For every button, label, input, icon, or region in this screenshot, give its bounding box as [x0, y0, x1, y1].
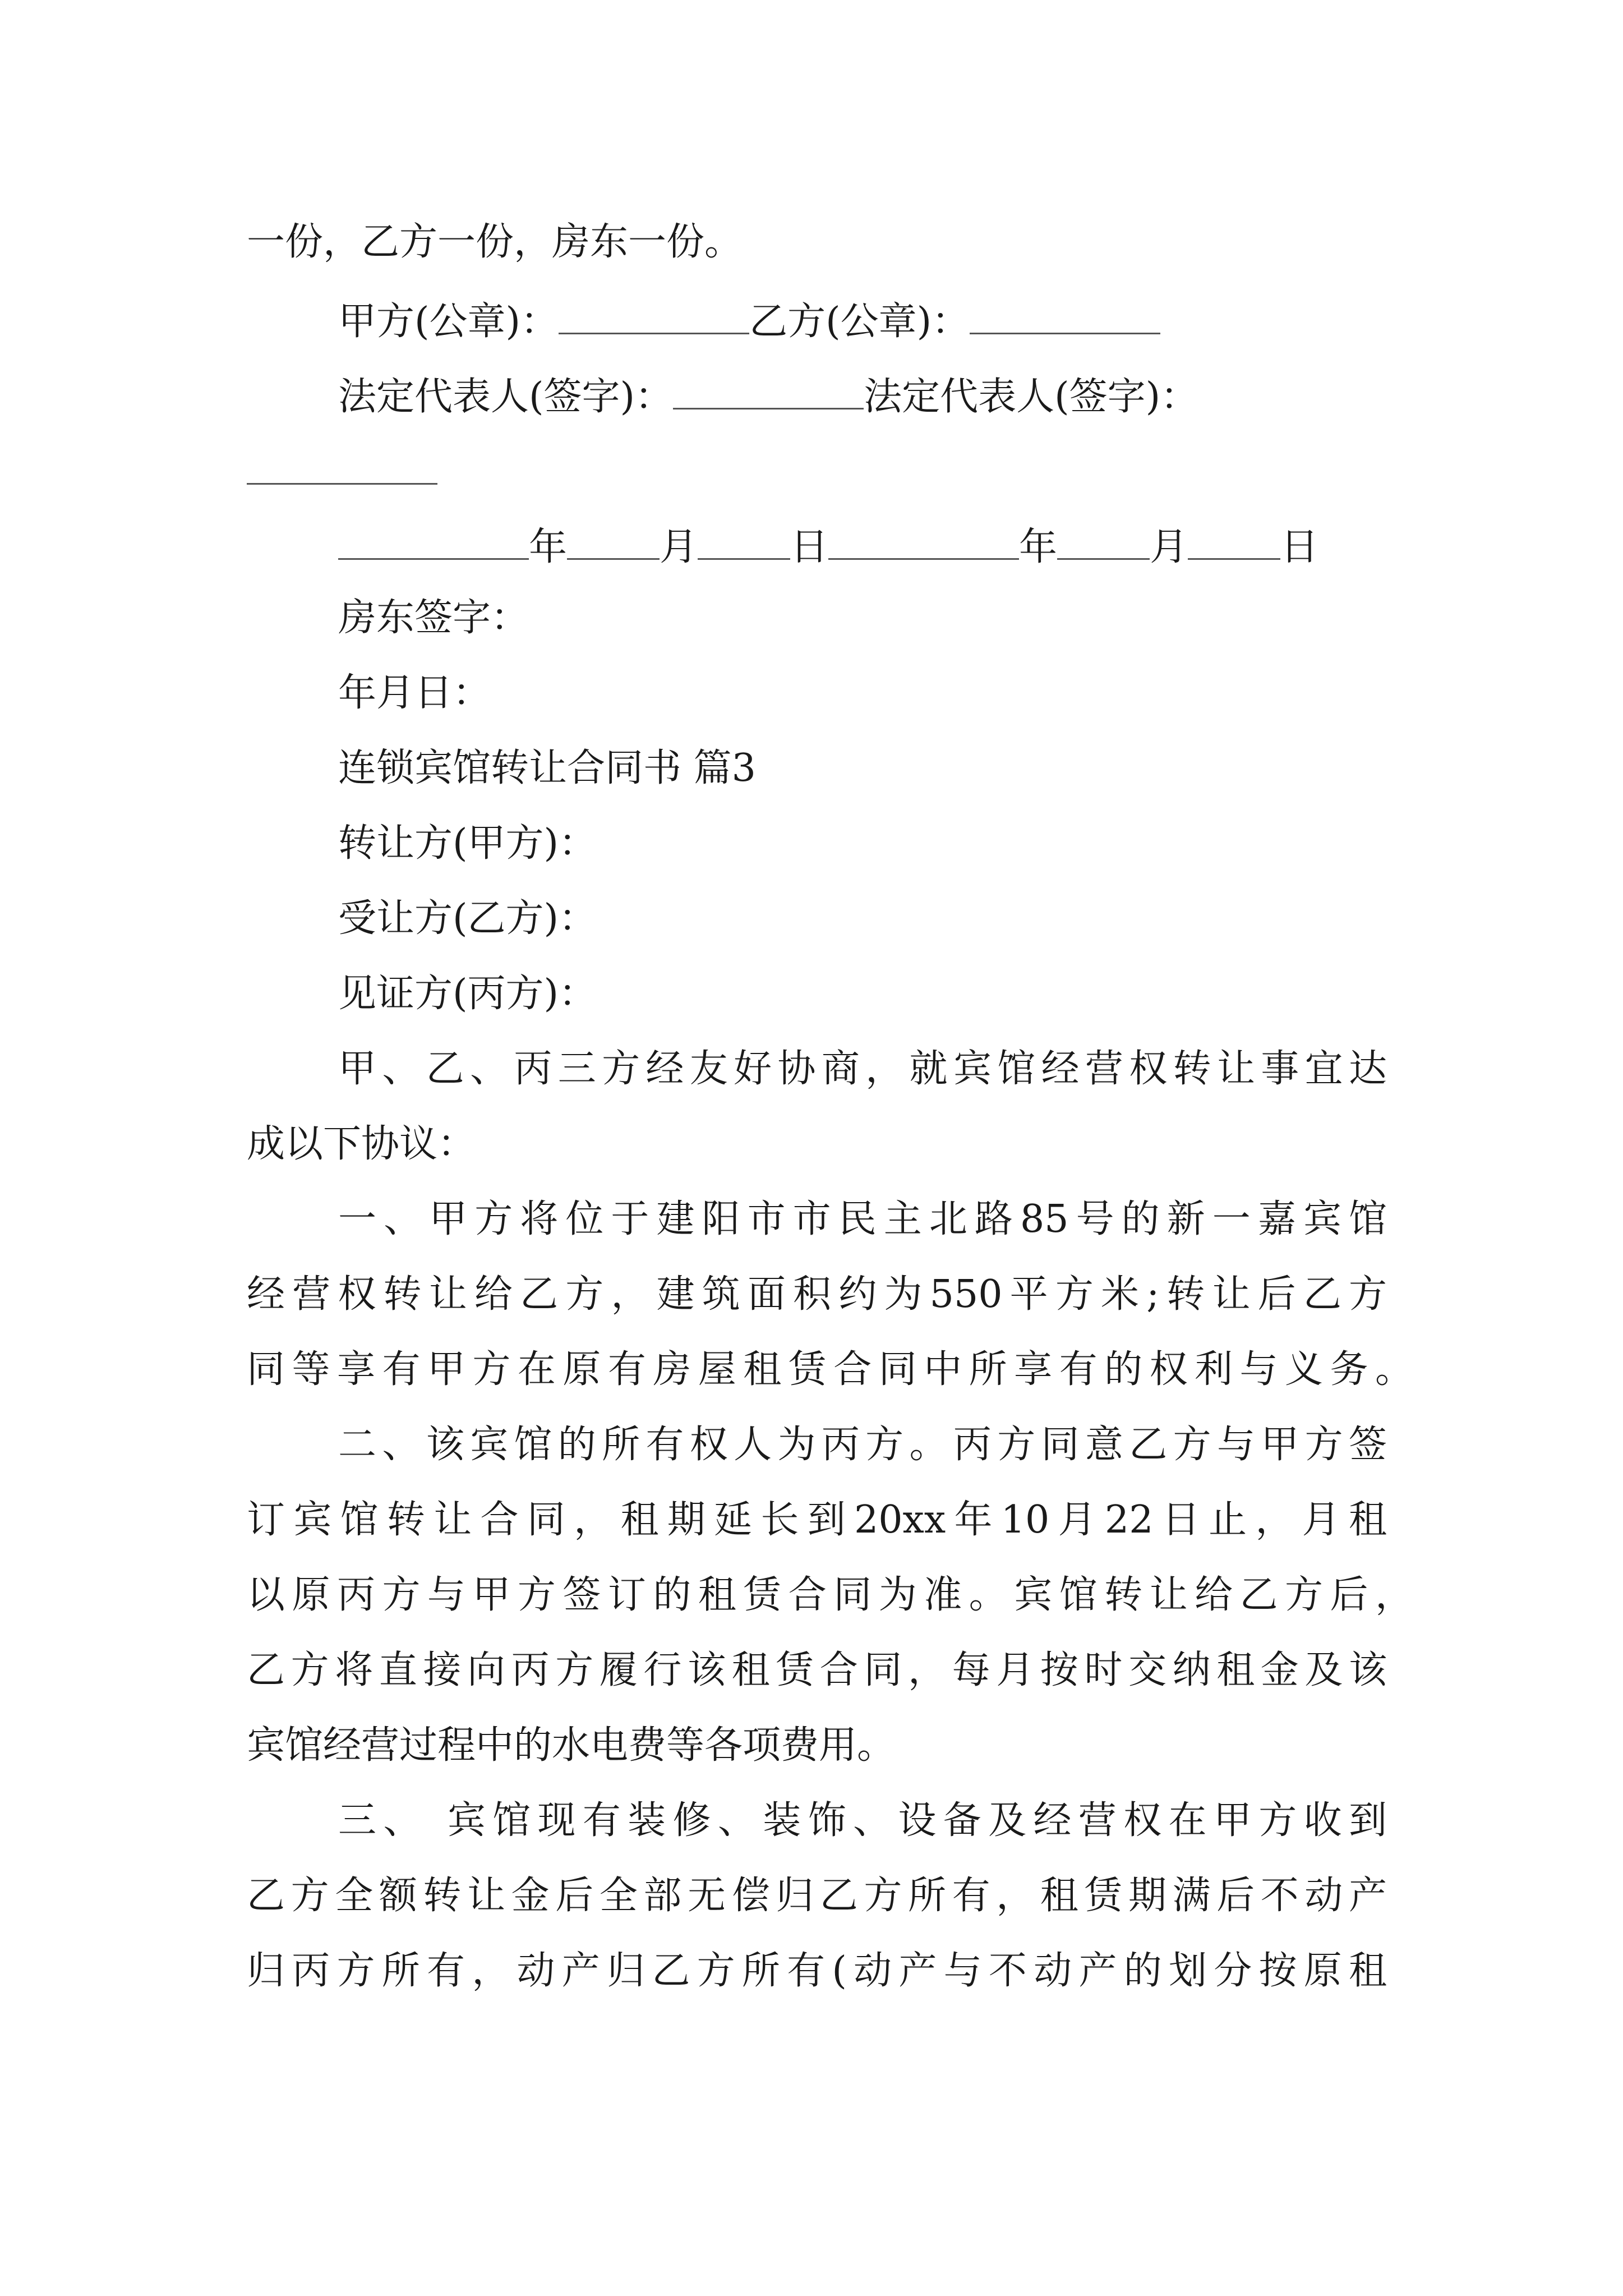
blank-field — [970, 298, 1160, 334]
party-b-rep-label: 法定代表人(签字)： — [864, 375, 1199, 420]
blank-field — [673, 374, 864, 409]
blank-field — [698, 524, 790, 560]
transferor-label: 转让方(甲方)： — [338, 821, 597, 866]
blank-field — [247, 449, 437, 485]
party-a-rep-label: 法定代表人(签字)： — [338, 375, 674, 420]
paragraph-line: 甲、乙、丙三方经友好协商，就宾馆经营权转让事宜达 — [338, 1047, 1387, 1091]
month-label: 月 — [1150, 525, 1188, 570]
year-label: 年 — [1019, 525, 1058, 570]
paragraph-line: 订宾馆转让合同，租期延长到20xx年10月22日止，月租 — [247, 1498, 1387, 1542]
landlord-sign-label: 房东签字： — [338, 596, 529, 640]
paragraph-line: 归丙方所有，动产归乙方所有(动产与不动产的划分按原租 — [247, 1949, 1387, 1993]
witness-label: 见证方(丙方)： — [338, 972, 597, 1016]
signature-line-reps — [338, 374, 1199, 420]
blank-field — [338, 524, 529, 560]
paragraph-line: 成以下协议： — [247, 1122, 476, 1166]
paragraph-line: 经营权转让给乙方，建筑面积约为550平方米;转让后乙方 — [247, 1272, 1387, 1317]
day-label: 日 — [1280, 525, 1319, 570]
paragraph-line: 三、 宾馆现有装修、装饰、设备及经营权在甲方收到 — [338, 1798, 1387, 1843]
paragraph-line: 以原丙方与甲方签订的租赁合同为准。宾馆转让给乙方后， — [247, 1573, 1413, 1617]
party-a-seal-label: 甲方(公章)： — [338, 300, 559, 344]
paragraph-line: 一、甲方将位于建阳市市民主北路85号的新一嘉宾馆 — [338, 1197, 1387, 1241]
paragraph-line: 二、该宾馆的所有权人为丙方。丙方同意乙方与甲方签 — [338, 1423, 1387, 1467]
date-label: 年月日： — [338, 671, 491, 715]
paragraph-line: 乙方全额转让金后全部无偿归乙方所有，租赁期满后不动产 — [247, 1874, 1387, 1918]
day-label: 日 — [790, 525, 829, 570]
blank-field — [1188, 524, 1280, 560]
paragraph-line: 同等享有甲方在原有房屋租赁合同中所享有的权利与义务。 — [247, 1347, 1413, 1392]
paragraph-line: 乙方将直接向丙方履行该租赁合同，每月按时交纳租金及该 — [247, 1648, 1387, 1692]
blank-field — [828, 524, 1019, 560]
signature-line-seals — [338, 298, 1160, 344]
transferee-label: 受让方(乙方)： — [338, 896, 597, 941]
section-title: 连锁宾馆转让合同书 篇3 — [338, 746, 756, 790]
party-b-seal-label: 乙方(公章)： — [749, 300, 970, 344]
year-label: 年 — [529, 525, 568, 570]
date-line — [338, 524, 1319, 570]
month-label: 月 — [660, 525, 698, 570]
blank-field — [1057, 524, 1150, 560]
blank-field — [559, 298, 749, 334]
signature-line-wrap — [247, 449, 437, 491]
text-line: 一份，乙方一份，房东一份。 — [247, 220, 743, 264]
paragraph-line: 宾馆经营过程中的水电费等各项费用。 — [247, 1723, 896, 1768]
blank-field — [567, 524, 660, 560]
